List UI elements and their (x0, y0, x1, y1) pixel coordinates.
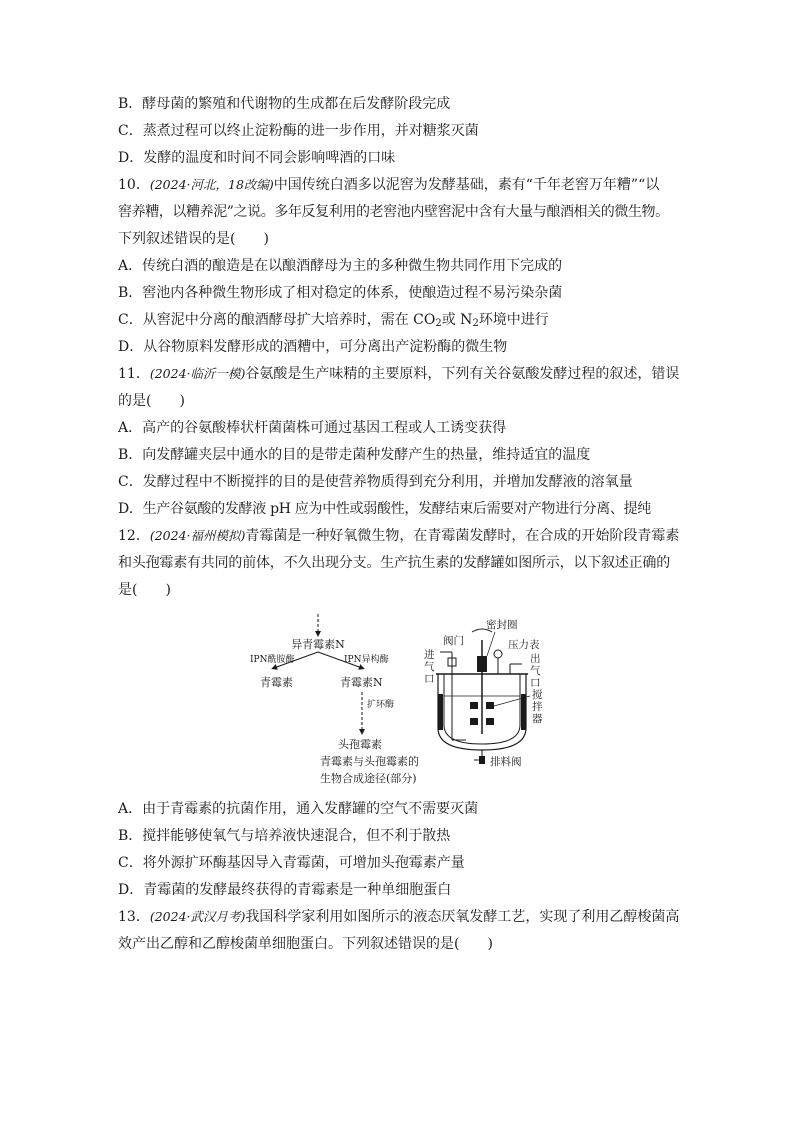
q10-option-d: D．从谷物原料发酵形成的酒糟中，可分离出产淀粉酶的微生物 (118, 339, 508, 355)
expandase-label: 扩环酶 (367, 700, 395, 710)
stirrer-label-3: 器 (532, 713, 543, 725)
q9-option-d: D．发酵的温度和时间不同会影响啤酒的口味 (118, 150, 396, 166)
q12-option-d: D．青霉菌的发酵最终获得的青霉素是一种单细胞蛋白 (118, 882, 452, 898)
isopenicillin-n-label: 异青霉素N (291, 638, 345, 651)
q12-stem-line-1 (118, 526, 688, 546)
stirrer-blade-2 (486, 702, 494, 709)
discharge-valve-icon (479, 756, 485, 764)
q9-option-c: C．蒸煮过程可以终止淀粉酶的进一步作用，并对糖浆灭菌 (118, 123, 479, 139)
q12-figure (240, 610, 580, 790)
q11-stem-line-2: 的是( ) (118, 393, 185, 409)
q13-stem-line-1 (118, 907, 688, 927)
q11-option-a: A．高产的谷氨酸棒状杆菌菌株可通过基因工程或人工诱变获得 (118, 420, 507, 436)
q10-option-a: A．传统白酒的酿造是在以酿酒酵母为主的多种微生物共同作用下完成的 (118, 258, 563, 274)
inlet-label-1: 进 (424, 649, 435, 661)
figure-caption-line-1: 青霉素与头孢霉素的 (320, 755, 419, 768)
q12-number: 12． (118, 528, 150, 544)
q10-source: (2024·河北，18改编) (149, 177, 274, 192)
ipn-amidase-label: IPN酰胺酶 (250, 655, 295, 665)
q12-stem-text-1: 青霉菌是一种好氧微生物，在青霉菌发酵时，在合成的开始阶段青霉素 (245, 528, 680, 544)
inlet-label-2: 气 (424, 661, 435, 673)
q10-option-c-text-2: 或 N (441, 312, 473, 328)
stirrer-blade-4 (486, 718, 494, 725)
q13-stem-text-1: 我国科学家利用如图所示的液态厌氧发酵工艺，实现了利用乙醇梭菌高 (245, 909, 680, 925)
q12-option-c: C．将外源扩环酶基因导入青霉菌，可增加头孢霉素产量 (118, 855, 465, 871)
outlet-label-1: 出 (530, 653, 541, 665)
inlet-label-3: 口 (424, 673, 435, 685)
q10-option-c-sub-2: 2 (472, 318, 479, 329)
q13-number: 13． (118, 909, 150, 925)
q11-stem-text-1: 谷氨酸是生产味精的主要原料，下列有关谷氨酸发酵过程的叙述，错误 (245, 366, 680, 382)
q10-option-c (118, 310, 688, 334)
q13-stem-line-2: 效产出乙醇和乙醇梭菌单细胞蛋白。下列叙述错误的是( ) (118, 936, 493, 952)
penicillin-n-label: 青霉素N (340, 676, 383, 689)
stirrer-label-2: 拌 (532, 701, 543, 713)
q9-option-b: B．酵母菌的繁殖和代谢物的生成都在后发酵阶段完成 (118, 96, 451, 112)
discharge-valve-label: 排料阀 (490, 756, 522, 768)
q11-option-c: C．发酵过程中不断搅拌的目的是使营养物质得到充分利用，并增加发酵液的溶氧量 (118, 474, 633, 490)
q10-stem-line-1 (118, 175, 688, 195)
q12-stem-line-3: 是( ) (118, 582, 171, 598)
q11-number: 11． (118, 366, 150, 382)
q12-source: (2024·福州模拟) (149, 528, 246, 543)
valve-label: 阀门 (443, 635, 464, 647)
seal-block (477, 656, 487, 672)
q13-source: (2024·武汉月考) (149, 909, 246, 924)
q11-option-d: D．生产谷氨酸的发酵液 pH 应为中性或弱酸性，发酵结束后需要对产物进行分离、提纯 (118, 501, 651, 517)
q12-stem-line-2: 和头孢霉素有共同的前体，不久出现分支。生产抗生素的发酵罐如图所示，以下叙述正确的 (118, 555, 670, 571)
penicillin-label: 青霉素 (260, 676, 293, 689)
figure-caption-line-2: 生物合成途径(部分) (320, 772, 417, 785)
biosynthesis-pathway-diagram (250, 614, 419, 785)
q10-option-c-text-1: C．从窖泥中分离的酿酒酵母扩大培养时，需在 CO (118, 312, 436, 328)
outlet-label-3: 口 (530, 677, 541, 689)
stirrer-label-1: 搅 (532, 689, 543, 701)
pressure-gauge-icon (494, 650, 502, 658)
q12-option-b: B．搅拌能够使氧气与培养液快速混合，但不利于散热 (118, 828, 451, 844)
jacket-wall-left (438, 694, 443, 730)
q10-stem-line-2: 窖养糟，以糟养泥”之说。多年反复利用的老窖池内壁窖泥中含有大量与酿酒相关的微生物。 (118, 204, 669, 220)
jacket-wall-right (521, 694, 526, 730)
q11-source: (2024·临沂一模) (149, 366, 246, 381)
cephalosporin-label: 头孢霉素 (338, 738, 382, 751)
ipn-isomerase-label: IPN异构酶 (344, 655, 389, 665)
pressure-gauge-label: 压力表 (508, 639, 540, 651)
q10-option-b: B．窖池内各种微生物形成了相对稳定的体系，使酿造过程不易污染杂菌 (118, 285, 563, 301)
outlet-label-2: 气 (530, 665, 541, 677)
q10-number: 10． (118, 177, 150, 193)
fermenter-diagram (424, 618, 543, 768)
q11-option-b: B．向发酵罐夹层中通水的目的是带走菌种发酵产生的热量，维持适宜的温度 (118, 447, 591, 463)
q10-stem-line-3: 下列叙述错误的是( ) (118, 231, 269, 247)
stirrer-blade-1 (470, 702, 478, 709)
seal-label: 密封圈 (486, 619, 518, 631)
q10-option-c-sub-1: 2 (435, 318, 442, 329)
q10-stem-text-1: 中国传统白酒多以泥窖为发酵基础，素有“千年老窖万年糟”“以 (273, 177, 660, 193)
q12-option-a: A．由于青霉素的抗菌作用，通入发酵罐的空气不需要灭菌 (118, 801, 479, 817)
q11-stem-line-1 (118, 364, 688, 384)
stirrer-blade-3 (470, 718, 478, 725)
q10-option-c-text-3: 环境中进行 (478, 312, 549, 328)
